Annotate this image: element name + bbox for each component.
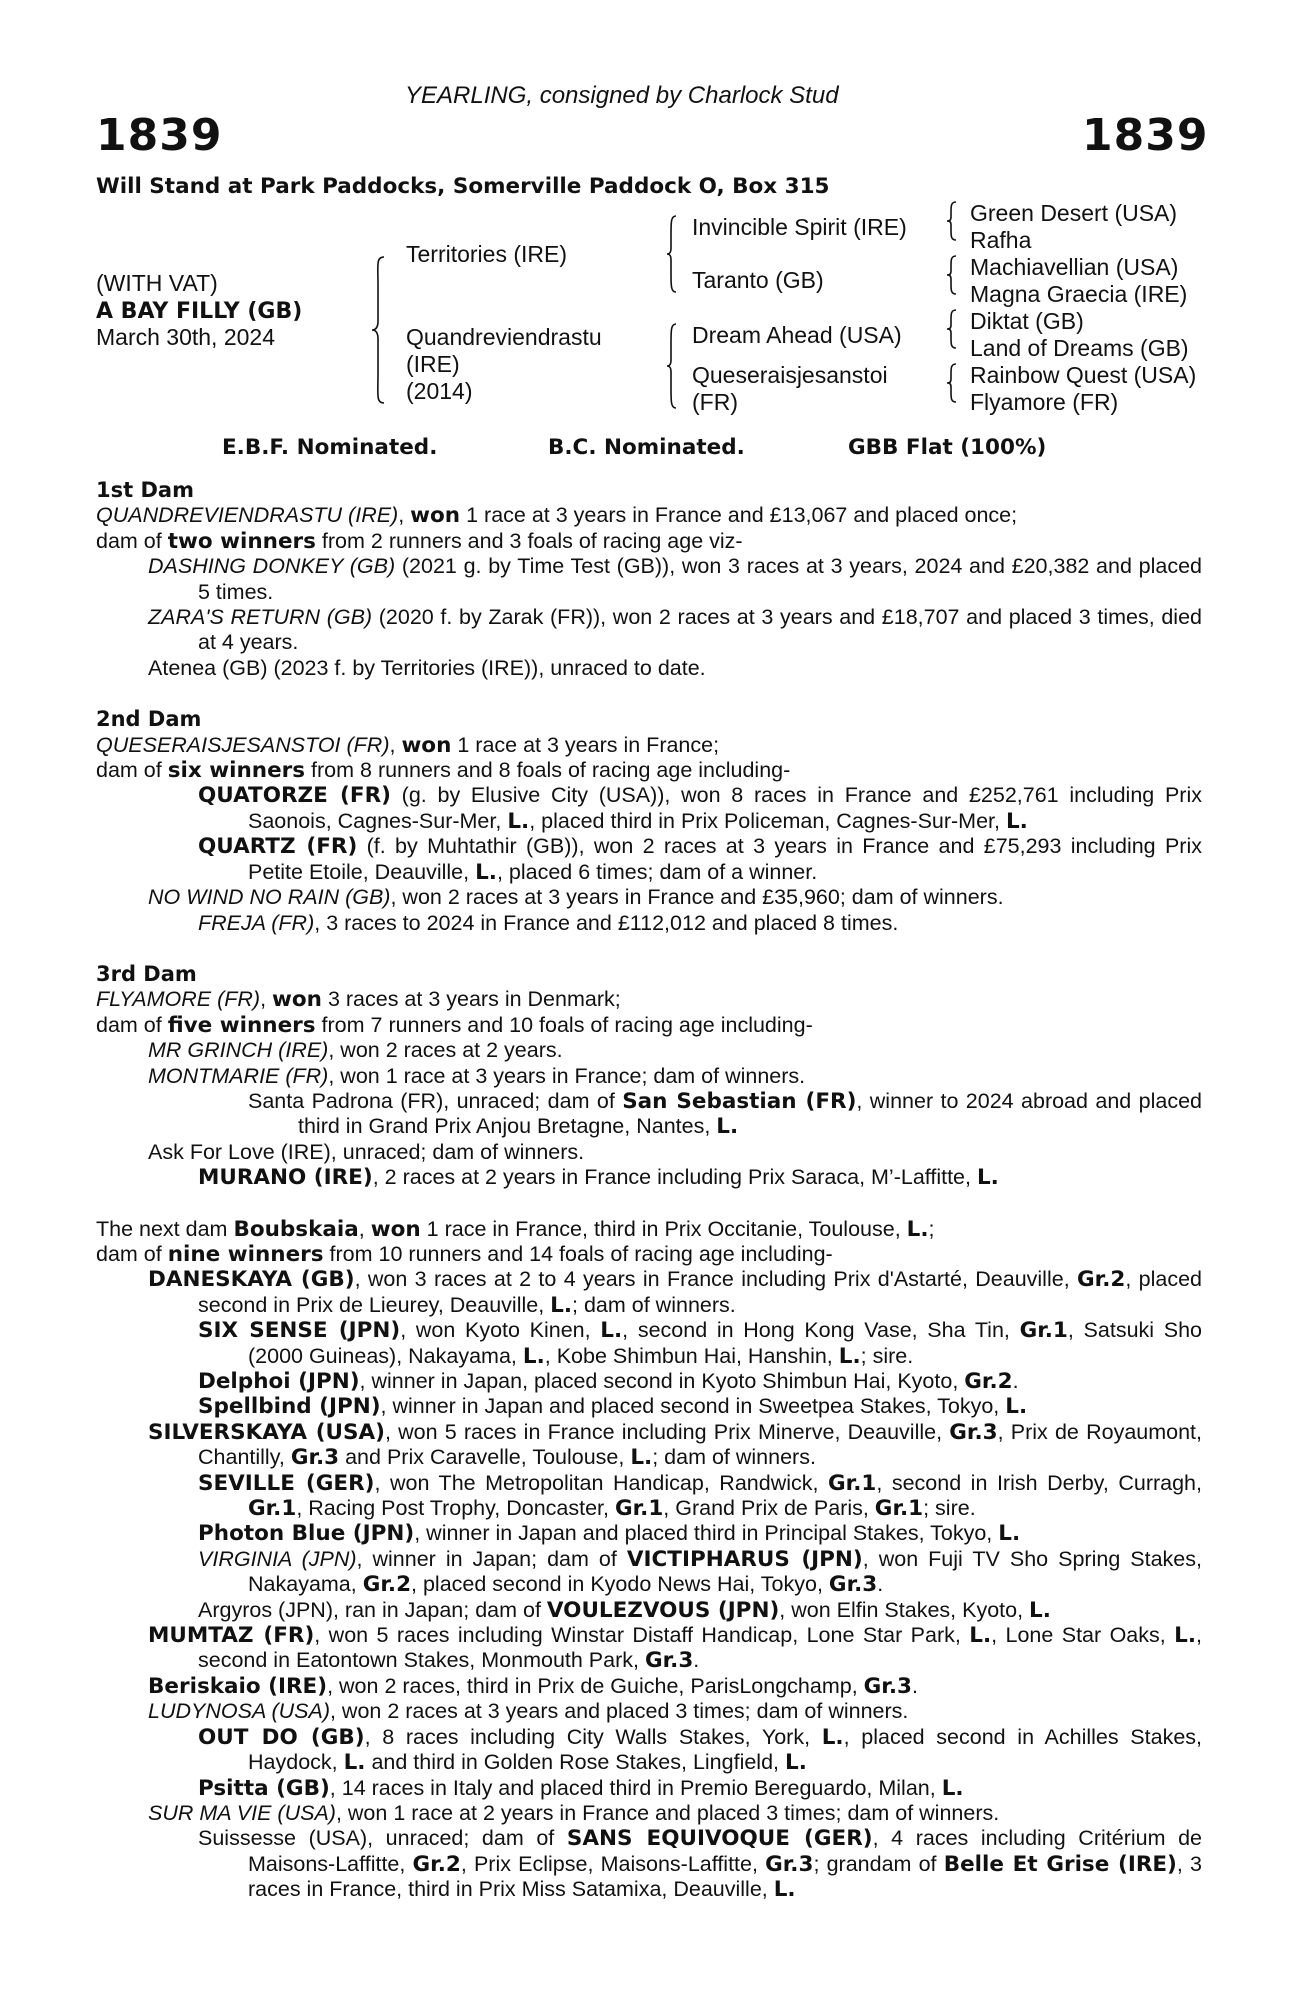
produce-item: OUT DO (GB), 8 races including City Walls Stakes, York, L., placed second in Achilles Stakes, Haydock, L. and third in Golden Rose Stakes, Lingfield, L.	[198, 1724, 1203, 1776]
pedigree-dam-dam-line2: (FR)	[692, 389, 738, 415]
produce-item: Argyros (JPN), ran in Japan; dam of VOULEZVOUS (JPN), won Elfin Stakes, Kyoto, L.	[198, 1597, 1051, 1623]
pedigree-sdd: Magna Graecia (IRE)	[970, 281, 1188, 307]
produce-item: SUR MA VIE (USA), won 1 race at 2 years in France and placed 3 times; dam of winners.	[148, 1800, 1000, 1825]
pedigree-dds: Rainbow Quest (USA)	[970, 362, 1197, 388]
first-dam-name: QUANDREVIENDRASTU (IRE)	[96, 503, 399, 528]
lot-number-right: 1839	[1082, 110, 1209, 161]
produce-item: Delphoi (JPN), winner in Japan, placed second in Kyoto Shimbun Hai, Kyoto, Gr.2.	[198, 1369, 1019, 1394]
produce-item: Atenea (GB) (2023 f. by Territories (IRE)), unraced to date.	[148, 655, 706, 680]
pedigree-brace-sire	[665, 214, 679, 294]
second-dam-heading: 2nd Dam	[96, 707, 202, 732]
produce-item: DASHING DONKEY (GB) (2021 g. by Time Test (GB)), won 3 races at 3 years, 2024 and £20,382 and placed 5 times.	[148, 554, 1202, 604]
produce-item: MUMTAZ (FR), won 5 races including Winstar Distaff Handicap, Lone Star Park, L., Lone Star Oaks, L., second in Eatontown Stakes, Monmouth Park, Gr.3.	[148, 1623, 1202, 1674]
pedigree-dam-line1: Quandreviendrastu	[406, 324, 602, 350]
next-dam-record: The next dam Boubskaia, won 1 race in France, third in Prix Occitanie, Toulouse, L.;	[96, 1216, 935, 1242]
next-dam-name: Boubskaia	[233, 1216, 359, 1242]
second-dam-record: QUESERAISJESANSTOI (FR), won 1 race at 3 years in France;	[96, 732, 720, 758]
bc-nomination: B.C. Nominated.	[548, 435, 745, 460]
foaling-date: March 30th, 2024	[96, 324, 276, 350]
produce-item: FREJA (FR), 3 races to 2024 in France and £112,012 and placed 8 times.	[198, 910, 899, 935]
pedigree-dam-line2: (IRE)	[406, 351, 460, 377]
produce-item: MURANO (IRE), 2 races at 2 years in France including Prix Saraca, M’-Laffitte, L.	[198, 1165, 999, 1191]
vat-note: (WITH VAT)	[96, 270, 218, 296]
produce-item: Photon Blue (JPN), winner in Japan and placed third in Principal Stakes, Tokyo, L.	[198, 1521, 1021, 1547]
pedigree-dsd: Land of Dreams (GB)	[970, 335, 1189, 361]
pedigree-dam-dam-line1: Queseraisjesanstoi	[692, 362, 888, 388]
produce-record	[96, 478, 1202, 1903]
produce-item: Beriskaio (IRE), won 2 races, third in Prix de Guiche, ParisLongchamp, Gr.3.	[148, 1673, 918, 1699]
pedigree-brace-sd	[945, 254, 959, 296]
produce-item: Psitta (GB), 14 races in Italy and placed third in Premio Bereguardo, Milan, L.	[198, 1775, 964, 1801]
produce-item: VIRGINIA (JPN), winner in Japan; dam of VICTIPHARUS (JPN), won Fuji TV Sho Spring Stakes, Nakayama, Gr.2, placed second in Kyodo News Hai, Tokyo, Gr.3.	[198, 1546, 1202, 1598]
consignment-line: YEARLING, consigned by Charlock Stud	[405, 82, 839, 109]
produce-item: Santa Padrona (FR), unraced; dam of San Sebastian (FR), winner to 2024 abroad and placed third in Grand Prix Anjou Bretagne, Nantes, L.	[248, 1088, 1202, 1140]
pedigree-sire: Territories (IRE)	[406, 241, 568, 267]
produce-item: NO WIND NO RAIN (GB), won 2 races at 3 years in France and £35,960; dam of winners.	[148, 885, 1004, 910]
next-dam-summary: dam of nine winners from 10 runners and 14 foals of racing age including-	[96, 1241, 833, 1267]
ebf-nomination: E.B.F. Nominated.	[222, 435, 438, 460]
second-dam-summary: dam of six winners from 8 runners and 8 foals of racing age including-	[96, 758, 791, 784]
pedigree-sss: Green Desert (USA)	[970, 200, 1178, 226]
third-dam-heading: 3rd Dam	[96, 961, 197, 986]
produce-item: SILVERSKAYA (USA), won 5 races in France including Prix Minerve, Deauville, Gr.3, Prix de Royaumont, Chantilly, Gr.3 and Prix Caravelle, Toulouse, L.; dam of winners.	[148, 1419, 1203, 1471]
produce-item: QUATORZE (FR) (g. by Elusive City (USA)), won 8 races in France and £252,761 including Prix Saonois, Cagnes-Sur-Mer, L., placed third in Prix Policeman, Cagnes-Sur-Mer, L.	[198, 783, 1202, 834]
pedigree-brace-ds	[945, 308, 959, 350]
lot-number-left: 1839	[96, 110, 223, 161]
pedigree-dam-line3: (2014)	[406, 378, 473, 404]
produce-item: Spellbind (JPN), winner in Japan and placed second in Sweetpea Stakes, Tokyo, L.	[198, 1394, 1028, 1420]
produce-item: QUARTZ (FR) (f. by Muhtathir (GB)), won 2 races at 3 years in France and £75,293 including Prix Petite Etoile, Deauville, L., placed 6 times; dam of a winner.	[198, 834, 1202, 885]
pedigree-sire-sire: Invincible Spirit (IRE)	[692, 214, 907, 240]
pedigree-brace-ss	[945, 200, 959, 242]
produce-item: MR GRINCH (IRE), won 2 races at 2 years.	[148, 1038, 563, 1063]
produce-item: SEVILLE (GER), won The Metropolitan Handicap, Randwick, Gr.1, second in Irish Derby, Curragh, Gr.1, Racing Post Trophy, Doncaster, Gr.1, Grand Prix de Paris, Gr.1; sire.	[198, 1470, 1202, 1522]
produce-item: DANESKAYA (GB), won 3 races at 2 to 4 years in France including Prix d'Astarté, Deauville, Gr.2, placed second in Prix de Lieurey, Deauville, L.; dam of winners.	[148, 1267, 1202, 1318]
third-dam-record: FLYAMORE (FR), won 3 races at 3 years in Denmark;	[96, 987, 621, 1013]
third-dam-name: FLYAMORE (FR)	[96, 987, 261, 1012]
produce-item: LUDYNOSA (USA), won 2 races at 3 years and placed 3 times; dam of winners.	[148, 1699, 909, 1724]
gbb-flat: GBB Flat (100%)	[848, 435, 1047, 460]
produce-item: Ask For Love (IRE), unraced; dam of winners.	[148, 1139, 585, 1164]
first-dam-heading: 1st Dam	[96, 478, 194, 502]
stand-location: Will Stand at Park Paddocks, Somerville Paddock O, Box 315	[96, 174, 830, 199]
pedigree-brace-main	[370, 255, 388, 405]
produce-item: ZARA'S RETURN (GB) (2020 f. by Zarak (FR)), won 2 races at 3 years and £18,707 and placed 3 times, died at 4 years.	[148, 605, 1202, 655]
pedigree-brace-dam	[665, 322, 679, 410]
first-dam-summary: dam of two winners from 2 runners and 3 foals of racing age viz-	[96, 528, 743, 554]
pedigree-sire-dam: Taranto (GB)	[692, 267, 824, 293]
horse-name: A BAY FILLY (GB)	[96, 299, 303, 324]
pedigree-ssd: Rafha	[970, 227, 1032, 253]
produce-item: MONTMARIE (FR), won 1 race at 3 years in France; dam of winners.	[148, 1063, 806, 1088]
pedigree-dam-sire: Dream Ahead (USA)	[692, 322, 902, 348]
produce-item: Suissesse (USA), unraced; dam of SANS EQUIVOQUE (GER), 4 races including Critérium de Maisons-Laffitte, Gr.2, Prix Eclipse, Maisons-Laffitte, Gr.3; grandam of Belle Et Grise (IRE), 3 races in France, third in Prix Miss Satamixa, Deauville, L.	[198, 1826, 1203, 1903]
second-dam-name: QUESERAISJESANSTOI (FR)	[96, 732, 390, 757]
pedigree-brace-dd	[945, 362, 959, 404]
pedigree-sds: Machiavellian (USA)	[970, 254, 1179, 280]
pedigree-ddd: Flyamore (FR)	[970, 389, 1119, 415]
pedigree-dss: Diktat (GB)	[970, 308, 1084, 334]
third-dam-summary: dam of five winners from 7 runners and 10 foals of racing age including-	[96, 1012, 813, 1038]
produce-item: SIX SENSE (JPN), won Kyoto Kinen, L., second in Hong Kong Vase, Sha Tin, Gr.1, Satsuki Sho (2000 Guineas), Nakayama, L., Kobe Shimbun Hai, Hanshin, L.; sire.	[198, 1318, 1202, 1369]
first-dam-record: QUANDREVIENDRASTU (IRE), won 1 race at 3 years in France and £13,067 and placed once;	[96, 503, 1018, 529]
